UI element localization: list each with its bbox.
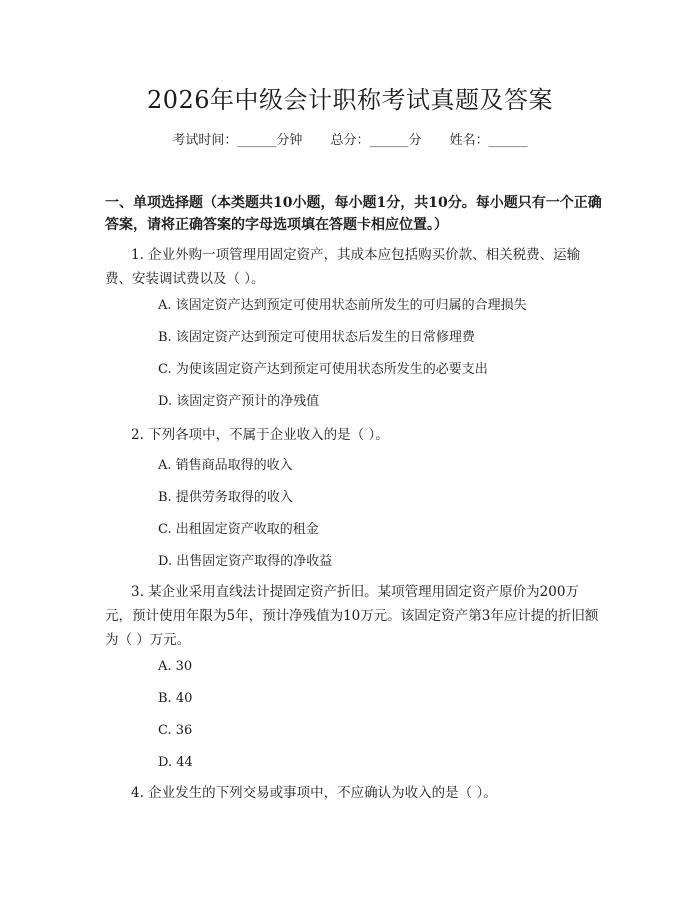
exam-time-field: 考试时间：______分钟 [172,133,303,148]
question-3: 3. 某企业采用直线法计提固定资产折旧。某项管理用固定资产原价为200万元，预计使用年限为5年，预计净残值为10万元。该固定资产第3年应计提的折旧额为（ ）万元。 [105,584,599,648]
question-1-option-c: C. 为使该固定资产达到预定可使用状态所发生的必要支出 [158,362,488,377]
question-2-option-d: D. 出售固定资产取得的净收益 [158,554,333,569]
question-2-option-a: A. 销售商品取得的收入 [158,458,293,473]
question-3-option-a: A. 30 [158,659,193,674]
question-2: 2. 下列各项中，不属于企业收入的是（ ）。 [131,427,389,443]
question-1-option-d: D. 该固定资产预计的净残值 [158,394,320,409]
question-1: 1. 企业外购一项管理用固定资产，其成本应包括购买价款、相关税费、运输费、安装调试费以及（ ）。 [105,247,581,287]
question-3-option-d: D. 44 [158,755,193,770]
question-2-option-b: B. 提供劳务取得的收入 [158,490,293,505]
question-3-option-c: C. 36 [158,723,193,738]
page-title: 2026年中级会计职称考试真题及答案 [146,86,554,114]
question-1-option-a: A. 该固定资产达到预定可使用状态前所发生的可归属的合理损失 [158,298,527,313]
exam-score-field: 总分：______分 [330,133,422,148]
question-3-option-b: B. 40 [158,691,193,706]
section-heading: 一、单项选择题（本类题共10小题，每小题1分，共10分。每小题只有一个正确答案，请将正确答案的字母选项填在答题卡相应位置。） [105,195,602,233]
exam-meta [0,132,700,150]
question-2-option-c: C. 出租固定资产收取的租金 [158,522,319,537]
question-4: 4. 企业发生的下列交易或事项中，不应确认为收入的是（ ）。 [131,785,497,801]
question-1-option-b: B. 该固定资产达到预定可使用状态后发生的日常修理费 [158,330,475,345]
exam-name-field: 姓名：______ [449,133,528,148]
